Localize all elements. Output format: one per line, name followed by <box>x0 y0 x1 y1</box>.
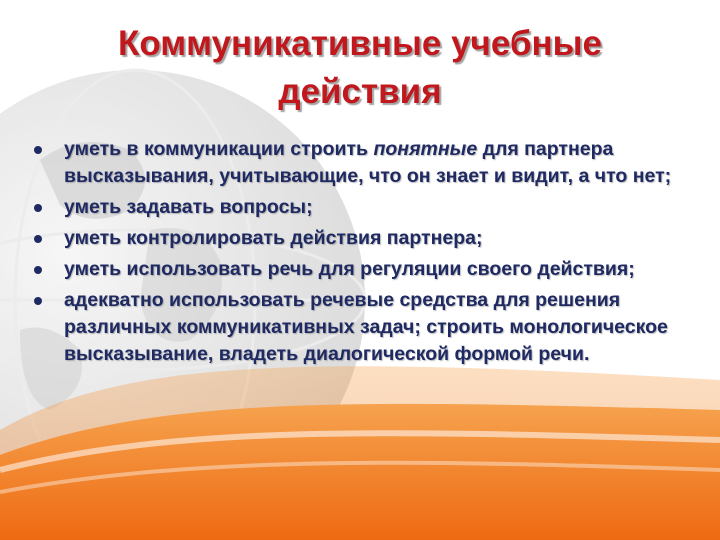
bullet-text-italic: понятные <box>373 138 478 160</box>
bullet-item <box>32 287 672 368</box>
bullet-text: уметь задавать вопросы; <box>64 196 313 218</box>
bullet-item <box>32 225 672 252</box>
bullet-dot-icon <box>34 297 42 305</box>
slide-title: Коммуникативные учебные действия <box>117 24 602 111</box>
bullet-list <box>32 136 672 372</box>
bullet-item <box>32 256 672 283</box>
bullet-text: уметь контролировать действия партнера; <box>64 227 483 249</box>
bullet-dot-icon <box>34 146 42 154</box>
orange-swoosh <box>0 366 720 540</box>
bullet-text: адекватно использовать речевые средства для решения различных коммуникативных задач; строить монологическое высказывание, владеть диалогической формой речи. <box>64 289 668 365</box>
bullet-item <box>32 194 672 221</box>
bullet-text: уметь использовать речь для регуляции своего действия; <box>64 258 635 280</box>
bullet-text: уметь в коммуникации строить <box>64 138 374 160</box>
bullet-dot-icon <box>34 235 42 243</box>
bullet-text: для партнера высказывания, учитывающие, что он знает и видит, а что нет; <box>64 138 672 187</box>
bullet-dot-icon <box>34 204 42 212</box>
bullet-item <box>32 136 672 190</box>
bullet-dot-icon <box>34 266 42 274</box>
